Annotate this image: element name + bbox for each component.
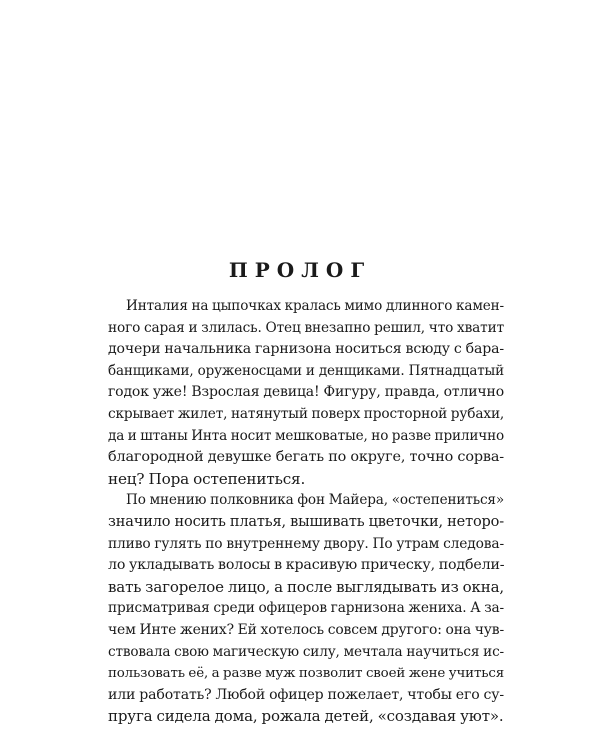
text-line: благородной девушке бегать по округе, точно сорва-	[108, 449, 504, 466]
text-line: чем Инте жених? Ей хотелось совсем другого: она чув-	[108, 621, 504, 638]
text-line: пливо гулять по внутреннему двору. По утрам следова-	[108, 535, 504, 552]
text-line: пруга сидела дома, рожала детей, «создавая уют».	[108, 707, 504, 726]
text-line: банщиками, оруженосцами и денщиками. Пятнадцатый	[108, 362, 504, 379]
paragraph-1	[108, 296, 504, 490]
text-line: присматривая среди офицеров гарнизона жениха. А за-	[108, 600, 504, 617]
text-line: вать загорелое лицо, а после выглядывать из окна,	[108, 577, 504, 596]
text-line: скрывает жилет, натянутый поверх просторной рубахи,	[108, 405, 505, 422]
chapter-title: ПРОЛОГ	[228, 258, 372, 282]
text-line: ло укладывать волосы в красивую прическу, подбели-	[108, 557, 505, 574]
text-line: Инталия на цыпочках кралась мимо длинного камен-	[126, 298, 504, 314]
text-line: ного сарая и злилась. Отец внезапно решил, что хватит	[108, 319, 504, 336]
text-line: или работать? Любой офицер пожелает, чтобы его су-	[108, 686, 504, 703]
text-line: ствовала свою магическую силу, мечтала научиться ис-	[108, 643, 504, 660]
text-line: дочери начальника гарнизона носиться всюду с бара-	[108, 341, 504, 358]
text-line: пользовать её, а разве муж позволит своей жене учиться	[108, 666, 504, 682]
text-line: По мнению полковника фон Майера, «остепениться»	[126, 492, 504, 509]
text-line: годок уже! Взрослая девица! Фигуру, правда, отлично	[108, 384, 504, 401]
paragraph-2	[108, 490, 504, 728]
text-line: да и штаны Инта носит мешковатые, но разве прилично	[108, 427, 505, 444]
body-text	[108, 296, 504, 728]
text-line: нец? Пора остепениться.	[108, 469, 306, 488]
text-line: значило носить платья, вышивать цветочки, неторо-	[108, 513, 504, 530]
